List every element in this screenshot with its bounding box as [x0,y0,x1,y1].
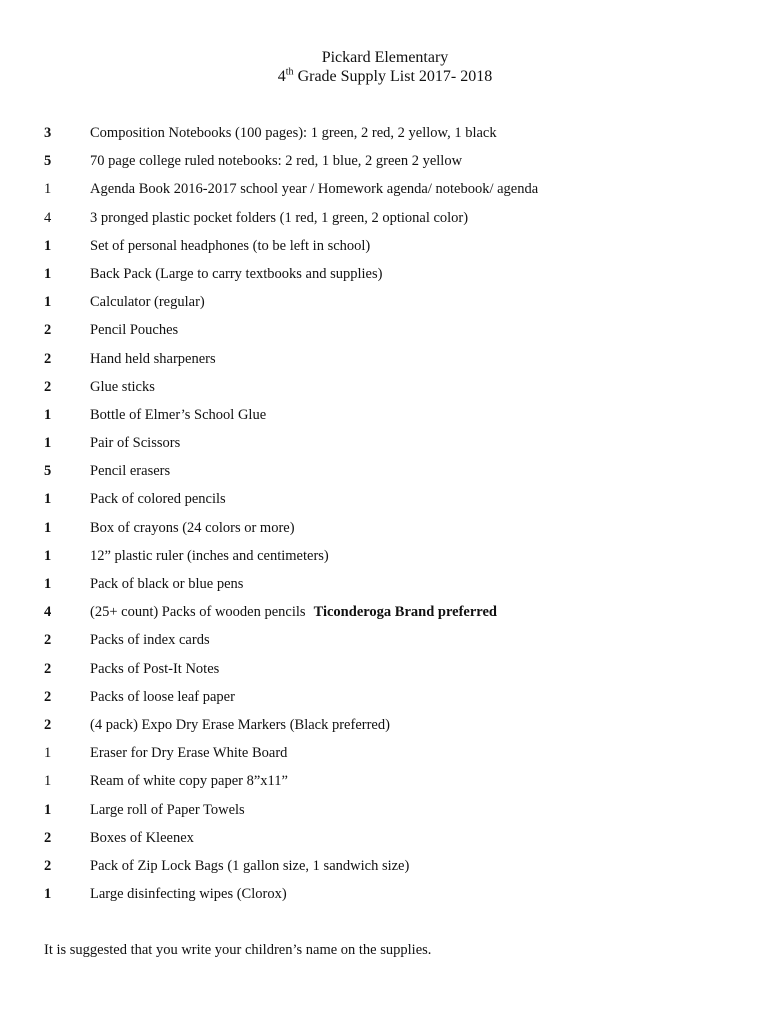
item-quantity: 1 [44,576,52,592]
item-description [90,433,750,453]
item-quantity: 1 [44,773,52,790]
list-item [0,628,770,656]
item-text: Large disinfecting wipes (Clorox) [90,886,287,903]
item-quantity: 5 [44,463,52,480]
item-description [90,179,750,199]
item-description [90,687,750,707]
item-description [90,489,750,509]
list-item [0,206,770,234]
item-text: Packs of index cards [90,632,210,649]
list-item [0,262,770,290]
list-item [0,375,770,403]
item-text: Agenda Book 2016-2017 school year / Homework agenda/ notebook/ agenda [90,181,539,198]
item-text: 70 page college ruled notebooks: 2 red, 1 blue, 2 green 2 yellow [90,153,463,170]
item-quantity: 2 [44,322,52,339]
list-item [0,121,770,149]
list-item [0,177,770,205]
item-description [90,123,750,143]
item-text: Back Pack (Large to carry textbooks and supplies) [90,265,383,282]
item-quantity: 1 [44,265,52,282]
item-text: (25+ count) Packs of wooden pencils [90,604,306,621]
item-text: Large roll of Paper Towels [90,801,245,818]
item-text: Box of crayons (24 colors or more) [90,519,295,536]
list-item [0,234,770,262]
footer-note: It is suggested that you write your children’s name on the supplies. [44,942,432,958]
subtitle-text: Grade Supply List 2017- 2018 [293,68,493,85]
list-item [0,459,770,487]
item-text: 3 pronged plastic pocket folders (1 red, 1 green, 2 optional color) [90,209,469,226]
list-item [0,544,770,572]
list-item [0,600,770,628]
list-item [0,487,770,515]
item-text: Boxes of Kleenex [90,829,194,846]
item-description [90,518,750,538]
item-quantity: 2 [44,688,52,705]
item-description [90,264,750,284]
item-quantity: 1 [44,294,52,311]
item-quantity: 4 [44,604,52,621]
list-item [0,318,770,346]
grade-number: 4 [277,68,286,85]
item-emphasis: Ticonderoga Brand preferred [313,604,497,621]
item-quantity: 1 [44,745,52,762]
item-text: Pack of colored pencils [90,491,226,508]
item-quantity: 1 [44,406,52,423]
item-text: Pack of Zip Lock Bags (1 gallon size, 1 sandwich size) [90,857,410,874]
item-quantity: 1 [44,435,52,452]
item-quantity: 1 [44,237,52,254]
item-description [90,377,750,397]
item-description [90,320,750,340]
supply-list [0,121,770,910]
item-description [90,715,750,735]
item-description [90,236,750,256]
item-description [90,461,750,481]
item-quantity: 1 [44,491,52,508]
item-text: Glue sticks [90,378,155,395]
item-description [90,405,750,425]
item-quantity: 2 [44,660,52,677]
item-quantity: 4 [44,209,52,226]
item-quantity: 1 [44,801,52,818]
list-item [0,572,770,600]
item-quantity: 5 [44,153,52,170]
item-description [90,602,750,622]
item-description [90,800,750,820]
item-text: Eraser for Dry Erase White Board [90,745,288,762]
item-text: 12” plastic ruler (inches and centimeters) [90,547,329,564]
list-item [0,657,770,685]
item-quantity: 2 [44,632,52,649]
item-quantity: 2 [44,716,52,733]
item-description [90,546,750,566]
item-text: Packs of Post-It Notes [90,660,220,677]
grade-suffix: th [285,66,294,78]
list-item [0,149,770,177]
item-quantity: 3 [44,125,52,141]
item-text: Composition Notebooks (100 pages): 1 green, 2 red, 2 yellow, 1 black [90,125,497,141]
item-description [90,630,750,650]
item-description [90,574,750,594]
list-item [0,854,770,882]
list-item [0,403,770,431]
item-description [90,292,750,312]
item-description [90,856,750,876]
item-text: Packs of loose leaf paper [90,688,235,705]
item-quantity: 2 [44,350,52,367]
item-description [90,828,750,848]
list-item [0,713,770,741]
list-item [0,798,770,826]
item-text: Hand held sharpeners [90,350,216,367]
item-quantity: 2 [44,829,52,846]
item-description [90,208,750,228]
item-text: Calculator (regular) [90,294,205,311]
item-text: (4 pack) Expo Dry Erase Markers (Black preferred) [90,716,390,733]
list-item [0,290,770,318]
item-quantity: 2 [44,378,52,395]
item-text: Pack of black or blue pens [90,576,244,592]
list-item [0,347,770,375]
item-description [90,349,750,369]
list-item [0,741,770,769]
item-quantity: 1 [44,547,52,564]
item-description [90,151,750,171]
item-description [90,659,750,679]
list-item [0,769,770,797]
item-text: Pencil erasers [90,463,171,480]
item-text: Pair of Scissors [90,435,181,452]
document-subtitle [0,67,770,87]
item-quantity: 1 [44,519,52,536]
list-item [0,431,770,459]
list-item [0,685,770,713]
document-title: Pickard Elementary [321,49,449,66]
list-item [0,826,770,854]
item-description [90,884,750,904]
item-quantity: 1 [44,181,52,198]
item-description [90,771,750,791]
item-text: Bottle of Elmer’s School Glue [90,406,267,423]
item-text: Set of personal headphones (to be left in school) [90,237,371,254]
item-quantity: 1 [44,886,52,903]
item-description [90,743,750,763]
list-item [0,882,770,910]
list-item [0,516,770,544]
item-quantity: 2 [44,857,52,874]
item-text: Pencil Pouches [90,322,179,339]
item-text: Ream of white copy paper 8”x11” [90,773,288,790]
